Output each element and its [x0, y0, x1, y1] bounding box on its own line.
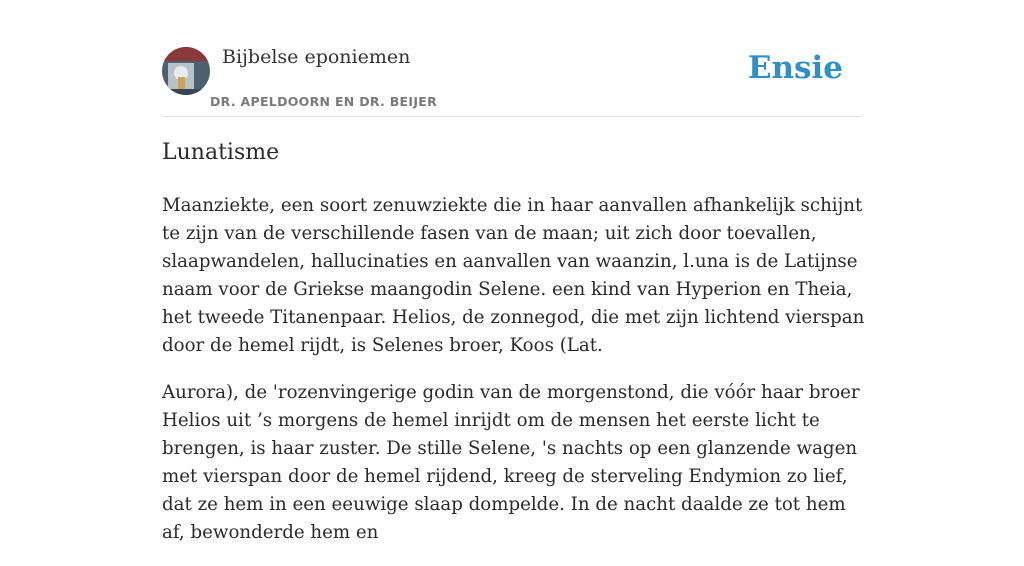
entry-content [162, 192, 868, 566]
paragraph: Maanziekte, een soort zenuwziekte die in haar aanvallen afhankelijk schijnt te zijn van de verschillende fasen van de maan; uit zich door toevallen, slaapwandelen, hallucinaties en aanvallen van waanzin, l.una is de Latijnse naam voor de Griekse maangodin Selene. een kind van Hyperion en Theia, het tweede Titanenpaar. Helios, de zonnegod, die met zijn lichtend vierspan door de hemel rijdt, is Selenes broer, Koos (Lat. [162, 195, 865, 356]
paragraph: Aurora), de 'rozenvingerige godin van de morgenstond, die vóór haar broer Helios uit ’s morgens de hemel inrijdt om de mensen het eerste licht te brengen, is haar zuster. De stille Selene, 's nachts op een glanzende wagen met vierspan door de hemel rijdend, kreeg de sterveling Endymion zo lief, dat ze hem in een eeuwige slaap dompelde. In de nacht daalde ze tot hem af, bewonderde hem en [162, 382, 860, 543]
ensie-logo[interactable]: Ensie [747, 50, 843, 86]
entry-title: Lunatisme [162, 140, 280, 165]
book-title-link[interactable]: Bijbelse eponiemen [222, 46, 411, 68]
book-author-link[interactable]: DR. APELDOORN EN DR. BEIJER [210, 94, 438, 109]
book-cover-icon[interactable] [162, 47, 193, 95]
page-header [162, 0, 862, 117]
